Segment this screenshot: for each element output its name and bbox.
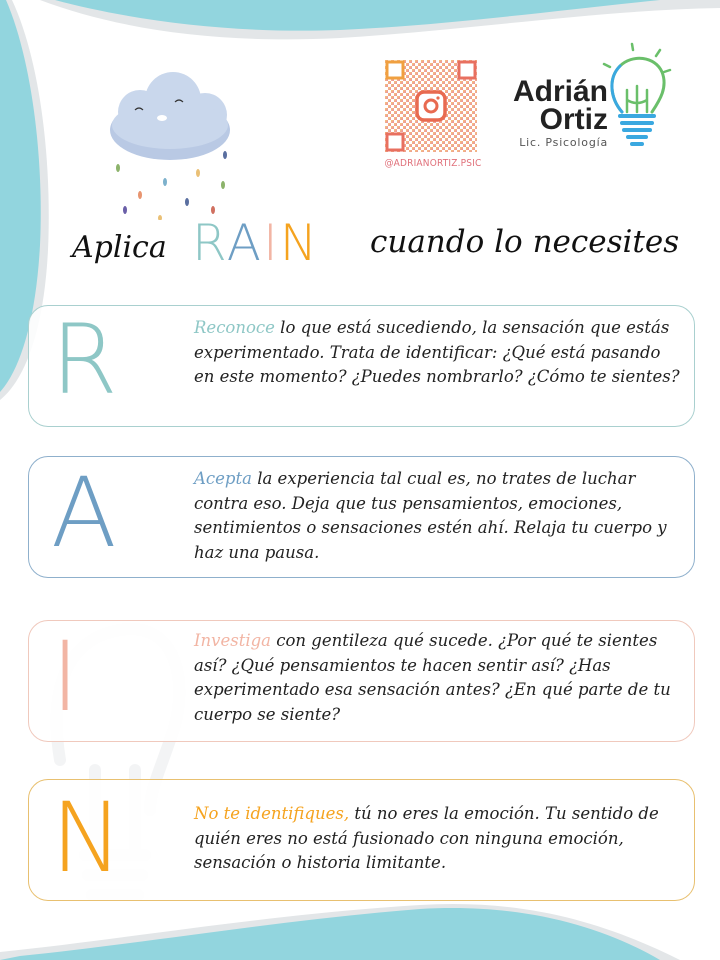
step-card-no-te-identifiques <box>28 779 695 901</box>
step-letter-r: R <box>51 304 118 416</box>
step-letter-n: N <box>51 782 123 894</box>
title-suffix: cuando lo necesites <box>370 224 680 260</box>
instagram-handle[interactable]: @ADRIANORTIZ.PSIC <box>384 158 482 169</box>
instagram-qr-code-icon[interactable] <box>385 60 477 152</box>
raindrops-icon <box>116 151 227 220</box>
step-keyword: Reconoce <box>194 318 275 337</box>
step-card-investiga <box>28 620 695 742</box>
step-card-reconoce <box>28 305 695 427</box>
step-text-reconoce <box>194 316 684 390</box>
step-description: lo que está sucediendo, la sensación que estás experimentado. Trata de identificar: ¿Qué está pasando en este momento? ¿Puedes nombrarlo? ¿Cómo te sientes? <box>194 318 680 386</box>
step-card-acepta <box>28 456 695 578</box>
brand-subtitle: Lic. Psicología <box>519 136 608 149</box>
acronym-a: A <box>226 214 263 272</box>
step-text-investiga <box>194 629 684 727</box>
acronym-i: I <box>262 214 280 272</box>
step-keyword: Investiga <box>194 631 272 650</box>
step-keyword: No te identifiques, <box>194 804 350 823</box>
brand-last-name: Ortiz <box>539 103 608 136</box>
brand-first-name: Adrián <box>512 75 608 108</box>
step-letter-a: A <box>51 457 117 569</box>
step-description: la experiencia tal cual es, no trates de luchar contra eso. Deja que tus pensamientos, emociones, sentimientos o sensaciones estén ahí. Relaja tu cuerpo y haz una pausa. <box>194 469 667 562</box>
page-title <box>70 212 690 272</box>
acronym-r: R <box>192 214 227 272</box>
step-text-acepta <box>194 467 684 565</box>
step-description: tú no eres la emoción. Tu sentido de quién eres no está fusionado con ninguna emoción, sensación o historia limitante. <box>194 804 659 872</box>
title-prefix: Aplica <box>72 230 167 265</box>
acronym-n: N <box>279 214 320 272</box>
lightbulb-logo-icon <box>600 42 675 154</box>
step-letter-i: I <box>51 621 80 733</box>
brand-name <box>498 75 608 149</box>
rain-cloud-icon <box>95 70 245 220</box>
step-text-no-te-identifiques <box>194 802 684 876</box>
step-keyword: Acepta <box>194 469 252 488</box>
title-acronym <box>192 214 319 272</box>
step-description: con gentileza qué sucede. ¿Por qué te sientes así? ¿Qué pensamientos te hacen sentir así? ¿Has experimentado esa sensación antes? ¿En qué parte de tu cuerpo se siente? <box>194 631 671 724</box>
